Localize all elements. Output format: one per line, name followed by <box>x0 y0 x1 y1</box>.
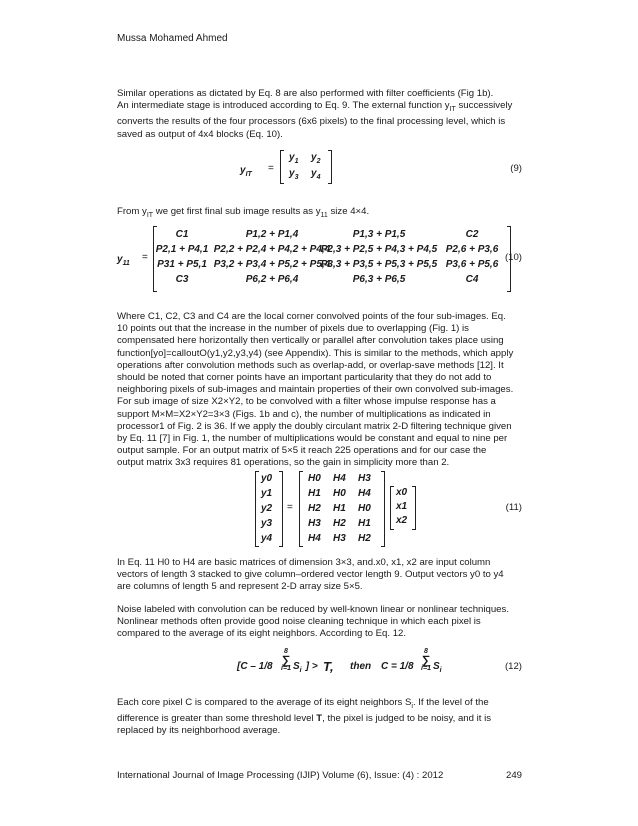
text-line: replaced by its neighborhood average. <box>117 725 281 737</box>
paragraph-first-final-result <box>117 206 519 222</box>
eq12-sum-right: 8 ∑ i=1 <box>421 648 431 672</box>
eq11-input-entry: x1 <box>396 501 408 512</box>
paragraph-core-pixel <box>117 697 519 738</box>
eq11-input-vector <box>390 486 416 530</box>
eq11-H-entry: H1 <box>308 488 321 499</box>
eq12-s-left: $S_i$ <box>293 661 302 674</box>
eq10-cell: P6,2 + P6,4 <box>245 274 299 285</box>
eq10-cell: C2 <box>465 229 479 240</box>
page-footer <box>117 770 522 781</box>
eq11-H-entry: H3 <box>358 473 371 484</box>
eq11-H-entry: H3 <box>308 518 321 529</box>
eq11-H-matrix <box>299 471 385 547</box>
text-line: converts the results of the four processors (6x6 pixels) to the final processing level, which is <box>117 116 506 128</box>
eq11-H-entry: H4 <box>308 533 321 544</box>
eq10-cell: P2,6 + P3,6 <box>445 244 499 255</box>
eq10-cell: P2,1 + P4,1 <box>155 244 209 255</box>
eq11-H-entry: H0 <box>358 503 371 514</box>
page-number: 249 <box>505 770 522 781</box>
equation-number: (9) <box>510 163 522 174</box>
text-line: should be noted that corner points have an important particularity that they do not add to <box>117 372 492 384</box>
text-line: 10 points out that the increase in the number of pixels due to overlapping (Fig. 1) is <box>117 323 469 335</box>
eq10-cell: P2,2 + P2,4 + P4,2 + P4,4 <box>213 244 331 255</box>
eq12-then: then <box>350 661 372 672</box>
eq11-H-entry: H1 <box>333 503 346 514</box>
footer-journal: International Journal of Image Processing (IJIP) Volume (6), Issue: (4) : 2012 <box>117 770 444 781</box>
eq10-cell: P1,2 + P1,4 <box>245 229 299 240</box>
eq10-cell: P2,3 + P2,5 + P4,3 + P4,5 <box>320 244 438 255</box>
text-line: In Eq. 11 H0 to H4 are basic matrices of dimension 3×3, and.x0, x1, x2 are input column <box>117 557 491 568</box>
text-line: For sub image of size X2×Y2, to be convolved with a filter whose impulse response has a <box>117 396 496 408</box>
eq10-cell: P3,3 + P3,5 + P5,3 + P5,5 <box>320 259 438 270</box>
eq10-cell: P3,2 + P3,4 + P5,2 + P5,4 <box>213 259 331 270</box>
eq12-threshold: T, <box>323 659 334 674</box>
text-line: saved as output of 4x4 blocks (Eq. 10). <box>117 128 283 140</box>
eq10-cell: P1,3 + P1,5 <box>352 229 406 240</box>
eq11-H-entry: H4 <box>333 473 346 484</box>
eq12-left-close: ] > <box>303 661 321 672</box>
paragraph-basic-matrices <box>117 557 519 594</box>
paragraph-noise <box>117 604 519 641</box>
eq10-lhs: $y_{11}$ <box>117 254 130 267</box>
eq10-equals: = <box>142 252 148 263</box>
eq9-matrix: $y_1$ $y_2$ $y_3$ $y_4$ <box>280 150 332 184</box>
text-line: compensated here horizontally then vertically or parallel after convolution takes place using <box>117 335 504 347</box>
eq11-output-entry: y4 <box>261 533 273 544</box>
eq11-H-entry: H2 <box>333 518 346 529</box>
text-line: vectors of length 3 stacked to give column–ordered vector length 9. Output vectors y0 to y4 <box>117 569 504 581</box>
text-line: output sample. For an output matrix of 5×5 it reach 225 operations and for our case the <box>117 445 487 457</box>
running-header-author: Mussa Mohamed Ahmed <box>117 33 228 44</box>
eq11-output-entry: y3 <box>261 518 273 529</box>
text-line: difference is greater than some threshold level T, the pixel is judged to be noisy, and it is <box>117 713 492 725</box>
eq10-cell: C1 <box>175 229 189 240</box>
eq10-cell: P3,6 + P5,6 <box>445 259 499 270</box>
equation-number: (10) <box>504 252 522 263</box>
eq9-lhs: $y_{IT}$ <box>240 165 252 178</box>
text-line: support M×M=X2×Y2=3×3 (Figs. 1b and c), the number of multiplications as indicated in <box>117 408 491 420</box>
text-line: neighboring pixels of sub-images and maintain properties of their own convolved sub-images. <box>117 384 514 396</box>
text-line: operations after convolution methods such as overlap-add, or overlap-save methods [12]. It <box>117 359 504 371</box>
text-line: Similar operations as dictated by Eq. 8 are also performed with filter coefficients (Fig 1b). <box>117 88 494 99</box>
eq12-s-right: $S_i$ <box>433 661 442 674</box>
eq12-left-open: [C – 1/8 <box>237 661 273 672</box>
eq11-H-entry: H3 <box>333 533 346 544</box>
equation-9 <box>117 150 522 190</box>
eq11-H-entry: H0 <box>333 488 346 499</box>
paragraph-corner-points <box>117 311 519 470</box>
eq11-equals: = <box>287 502 293 513</box>
eq10-cell: C4 <box>465 274 479 285</box>
eq10-cell: C3 <box>175 274 189 285</box>
eq12-right: C = 1/8 <box>381 661 414 672</box>
text-line: Nonlinear methods often provide good noise cleaning technique in which each pixel is <box>117 616 481 628</box>
text-line: function[yo]=calloutO(y1,y2,y3,y4) (see Appendix). This is similar to the methods, which apply <box>117 347 514 359</box>
eq10-cell: P6,3 + P6,5 <box>352 274 406 285</box>
eq11-output-entry: y0 <box>261 473 273 484</box>
text-line: Each core pixel C is compared to the average of its eight neighbors $S_i$. If the level of the <box>117 697 489 710</box>
equation-number: (11) <box>505 502 522 513</box>
eq11-H-entry: H0 <box>308 473 321 484</box>
eq11-H-entry: H2 <box>358 533 371 544</box>
eq10-matrix <box>153 226 511 292</box>
text-line: processor1 of Fig. 2 is 36. If we apply the doubly circulant matrix 2-D filtering technique given <box>117 420 512 432</box>
text-line: by Eq. 11 [7] in Fig. 1, the number of multiplications would be constant and equal to nine per <box>117 433 508 445</box>
text-line: From $y_{IT}$ we get first final sub image results as $y_{11}$ size 4×4. <box>117 206 370 219</box>
eq11-H-entry: H2 <box>308 503 321 514</box>
text-line: compared to the average of its eight neighbors. According to Eq. 12. <box>117 628 407 640</box>
text-line: Noise labeled with convolution can be reduced by well-known linear or nonlinear techniques. <box>117 604 509 615</box>
equation-10 <box>117 226 522 294</box>
text-line: output matrix 3x3 requires 81 operations, so the gain in simplicity more than 2. <box>117 457 450 469</box>
equation-11 <box>117 471 522 551</box>
eq11-output-entry: y1 <box>261 488 273 499</box>
text-line: are columns of length 5 and represent 2-D array size 5×5. <box>117 581 363 593</box>
eq11-output-vector <box>255 471 283 547</box>
eq11-H-entry: H4 <box>358 488 371 499</box>
text-line: An intermediate stage is introduced according to Eq. 9. The external function $y_{IT}$ successively <box>117 100 513 114</box>
eq11-input-entry: x0 <box>396 487 408 498</box>
eq12-sum-left: 8 ∑ i=1 <box>281 648 291 672</box>
eq9-equals: = <box>268 163 274 174</box>
eq11-H-entry: H1 <box>358 518 371 529</box>
paragraph-intermediate-stage <box>117 88 519 141</box>
equation-12 <box>117 648 522 686</box>
text-line: Where C1, C2, C3 and C4 are the local corner convolved points of the four sub-images. Eq. <box>117 311 506 322</box>
eq10-cell: P31 + P5,1 <box>157 259 207 270</box>
eq11-input-entry: x2 <box>396 515 408 526</box>
eq11-output-entry: y2 <box>261 503 273 514</box>
equation-number: (12) <box>504 661 522 672</box>
